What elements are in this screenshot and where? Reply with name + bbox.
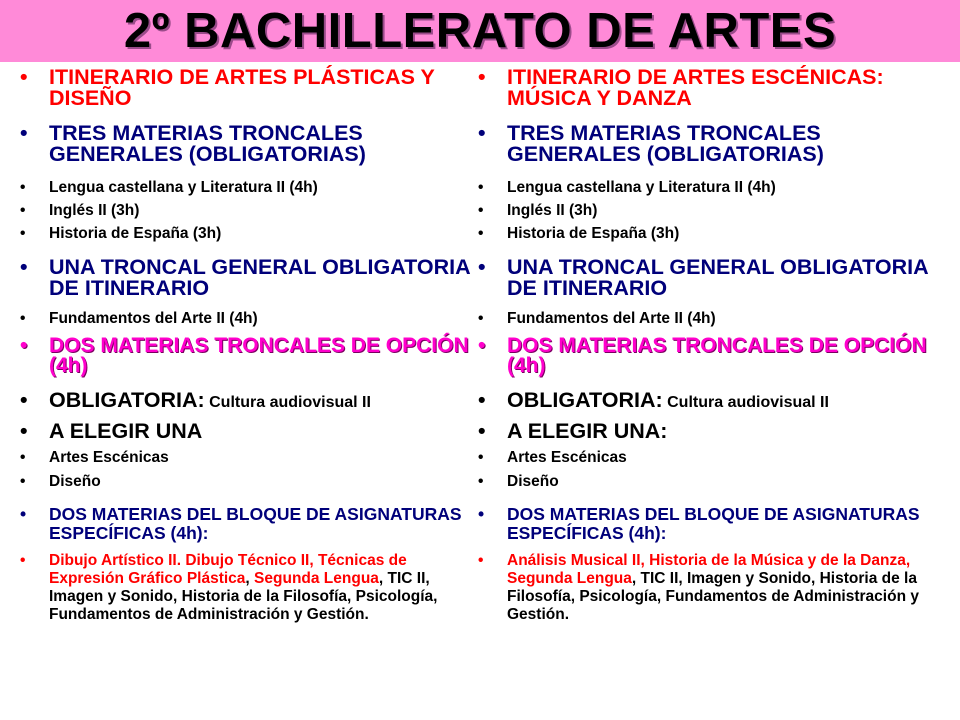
list-item-text: Historia de España (3h) (49, 225, 222, 242)
elegir-heading (20, 421, 472, 442)
itinerary-text: ITINERARIO DE ARTES PLÁSTICAS Y DISEÑO (49, 65, 435, 110)
especificas-black-text: , TIC II, Imagen y Sonido, Historia de la Filosofía, Psicología, Fundamentos de Administración y Gestión. (49, 570, 438, 623)
obligatoria-label: OBLIGATORIA: (507, 388, 663, 412)
itinerary-heading (20, 67, 472, 109)
list-item-text: Inglés II (3h) (507, 202, 598, 219)
list-item-text: Fundamentos del Arte II (4h) (49, 310, 258, 327)
list-item (20, 202, 472, 220)
troncal-itinerario-text: UNA TRONCAL GENERAL OBLIGATORIA DE ITINERARIO (507, 255, 928, 300)
list-item (20, 225, 472, 243)
troncal-itinerario-text: UNA TRONCAL GENERAL OBLIGATORIA DE ITINERARIO (49, 255, 470, 300)
list-item-text: Fundamentos del Arte II (4h) (507, 310, 716, 327)
list-item-text: Inglés II (3h) (49, 202, 140, 219)
list-item-text: Artes Escénicas (507, 449, 627, 466)
list-item (20, 473, 472, 491)
troncales-opcion-text: DOS MATERIAS TRONCALES DE OPCIÓN (4h) (507, 334, 927, 377)
list-item-text: Lengua castellana y Literatura II (4h) (49, 179, 318, 196)
troncales-opcion-text: DOS MATERIAS TRONCALES DE OPCIÓN (4h) (49, 334, 469, 377)
list-item (478, 202, 948, 220)
especificas-black-text: , (245, 570, 255, 587)
list-item (478, 225, 948, 243)
list-item (478, 473, 948, 491)
obligatoria-value: Cultura audiovisual II (204, 394, 371, 411)
list-item-text: Historia de España (3h) (507, 225, 680, 242)
obligatoria-item (20, 390, 472, 413)
troncales-generales-heading (20, 123, 472, 165)
list-item (20, 310, 472, 328)
especificas-list (478, 552, 948, 624)
list-item (478, 310, 948, 328)
list-item-text: Diseño (49, 473, 101, 490)
elegir-text: A ELEGIR UNA: (507, 419, 668, 443)
troncales-generales-heading (478, 123, 948, 165)
especificas-list (20, 552, 472, 624)
list-item-text: Artes Escénicas (49, 449, 169, 466)
list-item (20, 179, 472, 197)
list-item (478, 449, 948, 467)
especificas-black-text: , TIC II, Imagen y Sonido, Historia de la Filosofía, Psicología, Fundamentos de Administración y Gestión. (507, 570, 919, 623)
especificas-red-text: Segunda Lengua (254, 570, 379, 587)
elegir-text: A ELEGIR UNA (49, 419, 203, 443)
elegir-heading (478, 421, 948, 442)
troncales-generales-text: TRES MATERIAS TRONCALES GENERALES (OBLIGATORIAS) (507, 121, 824, 166)
troncales-generales-text: TRES MATERIAS TRONCALES GENERALES (OBLIGATORIAS) (49, 121, 366, 166)
troncales-opcion-heading (20, 336, 472, 376)
obligatoria-item (478, 390, 948, 413)
especificas-red-text: Análisis Musical II, Historia de la Música y de la Danza, Segunda Lengua (507, 552, 911, 587)
left-column (20, 62, 472, 624)
especificas-heading (478, 505, 948, 543)
right-column (478, 62, 948, 624)
especificas-heading (20, 505, 472, 543)
especificas-red-text: Dibujo Artístico II. Dibujo Técnico II, Técnicas de Expresión Gráfico Plástica (49, 552, 407, 587)
obligatoria-label: OBLIGATORIA: (49, 388, 205, 412)
itinerary-text: ITINERARIO DE ARTES ESCÉNICAS: MÚSICA Y DANZA (507, 65, 884, 110)
troncales-opcion-heading (478, 336, 948, 376)
list-item-text: Diseño (507, 473, 559, 490)
itinerary-heading (478, 67, 948, 109)
list-item (478, 179, 948, 197)
especificas-text: DOS MATERIAS DEL BLOQUE DE ASIGNATURAS ESPECÍFICAS (4h): (49, 504, 462, 543)
obligatoria-value: Cultura audiovisual II (662, 394, 829, 411)
troncal-itinerario-heading (20, 257, 472, 299)
list-item (20, 449, 472, 467)
page-title: 2º BACHILLERATO DE ARTES (123, 4, 837, 58)
troncal-itinerario-heading (478, 257, 948, 299)
list-item-text: Lengua castellana y Literatura II (4h) (507, 179, 776, 196)
especificas-text: DOS MATERIAS DEL BLOQUE DE ASIGNATURAS ESPECÍFICAS (4h): (507, 504, 920, 543)
